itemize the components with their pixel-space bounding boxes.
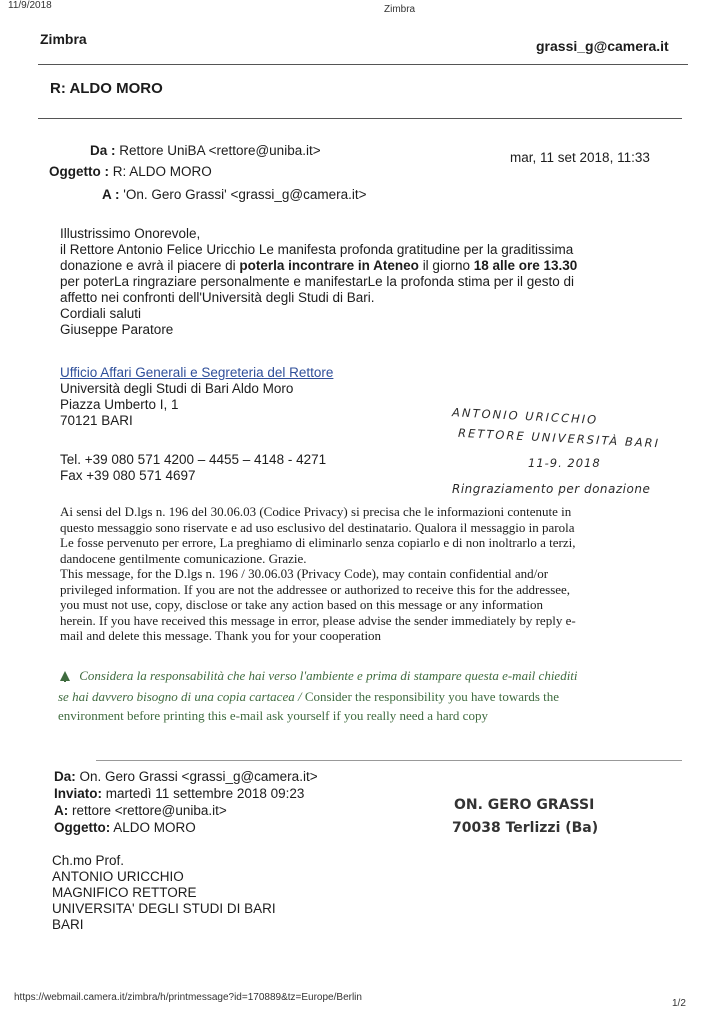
body-line: Illustrissimo Onorevole, [60,226,201,241]
to-value: 'On. Gero Grassi' <grassi_g@camera.it> [123,187,367,202]
body-line: Giuseppe Paratore [60,322,174,337]
reply-body [60,226,577,338]
subject-label: Oggetto : [49,164,109,179]
print-url: https://webmail.camera.it/zimbra/h/printmessage?id=170889&tz=Europe/Berlin [14,992,362,1003]
subject-value: R: ALDO MORO [112,164,212,179]
office-link[interactable]: Ufficio Affari Generali e Segreteria del Rettore [60,365,334,380]
fax-line: Fax +39 080 571 4697 [60,468,196,483]
stamp-line: 70038 Terlizzi (Ba) [452,820,599,836]
body-line: Cordiali saluti [60,306,142,321]
print-title: Zimbra [384,4,416,15]
signature-block [60,365,333,429]
to-label: A : [102,187,120,202]
quote-divider [96,760,682,761]
handwritten-line: RETTORE UNIVERSITÀ BARI [457,425,661,451]
account-email: grassi_g@camera.it [536,38,669,54]
address-line: Università degli Studi di Bari Aldo Moro [60,381,294,396]
recipient-block: Ch.mo Prof. ANTONIO URICCHIO MAGNIFICO RETTORE UNIVERSITA' DEGLI STUDI DI BARI BARI [52,853,276,932]
handwritten-line: 11-9. 2018 [528,456,601,470]
body-line: per poterLa ringraziare personalmente e manifestarLe la profonda stima per il gesto di [60,274,575,289]
reply-from-row [90,143,321,159]
body-line: affetto nei confronti dell'Università degli Studi di Bari. [60,290,375,305]
tel-line: Tel. +39 080 571 4200 – 4455 – 4148 - 4271 [60,452,327,467]
original-header: Da: On. Gero Grassi <grassi_g@camera.it> Inviato: martedì 11 settembre 2018 09:23 A: rettore <rettore@uniba.it> Oggetto: ALDO MORO [54,769,318,835]
print-date: 11/9/2018 [8,0,52,11]
contact-numbers [60,452,326,484]
reply-to-row [102,187,366,203]
header-divider [38,64,688,65]
handwritten-line: Ringraziamento per donazione [452,482,651,496]
tree-icon [58,668,72,687]
app-name: Zimbra [40,31,87,47]
stamp-line: ON. GERO GRASSI [454,797,595,813]
body-line-invitation: donazione e avrà il piacere di poterla incontrare in Ateneo il giorno 18 alle ore 13.30 [60,258,578,273]
reply-subject-row [49,164,212,180]
message-subject: R: ALDO MORO [50,80,163,97]
environment-note: Considera la responsabilità che hai verso l'ambiente e prima di stampare questa e-mail chiediti se hai davvero bisogno di una copia cartacea / Consider the responsibility you have towards the environment before printing this e-mail ask yourself if you really need a hard copy [58,668,578,723]
address-line: 70121 BARI [60,413,133,428]
page-number: 1/2 [672,998,686,1009]
subject-divider [38,118,682,119]
address-line: Piazza Umberto I, 1 [60,397,179,412]
from-label: Da : [90,143,116,158]
from-value: Rettore UniBA <rettore@uniba.it> [119,143,321,158]
reply-date: mar, 11 set 2018, 11:33 [510,150,650,165]
privacy-disclaimer: Ai sensi del D.lgs n. 196 del 30.06.03 (Codice Privacy) si precisa che le informazioni contenute in questo messaggio sono riservate e ad uso esclusivo del destinatario. Qualora il messaggio in parola Le fosse pervenuto per errore, La preghiamo di eliminarlo senza copiarlo e di non inoltrarlo a terzi, dandocene gentilmente comunicazione. Grazie. This message, for the D.lgs n. 196 / 30.06.03 (Privacy Code), may contain confidential and/or privileged information. If you are not the addressee or authorized to receive this for the addressee, you must not use, copy, disclose or take any action based on this message or any information herein. If you have received this message in error, please advise the sender immediately by reply e- mail and delete this message. Thank you for your cooperation [60,504,576,643]
handwritten-line: ANTONIO URICCHIO [451,405,599,427]
body-line: il Rettore Antonio Felice Uricchio Le manifesta profonda gratitudine per la graditissima [60,242,574,257]
